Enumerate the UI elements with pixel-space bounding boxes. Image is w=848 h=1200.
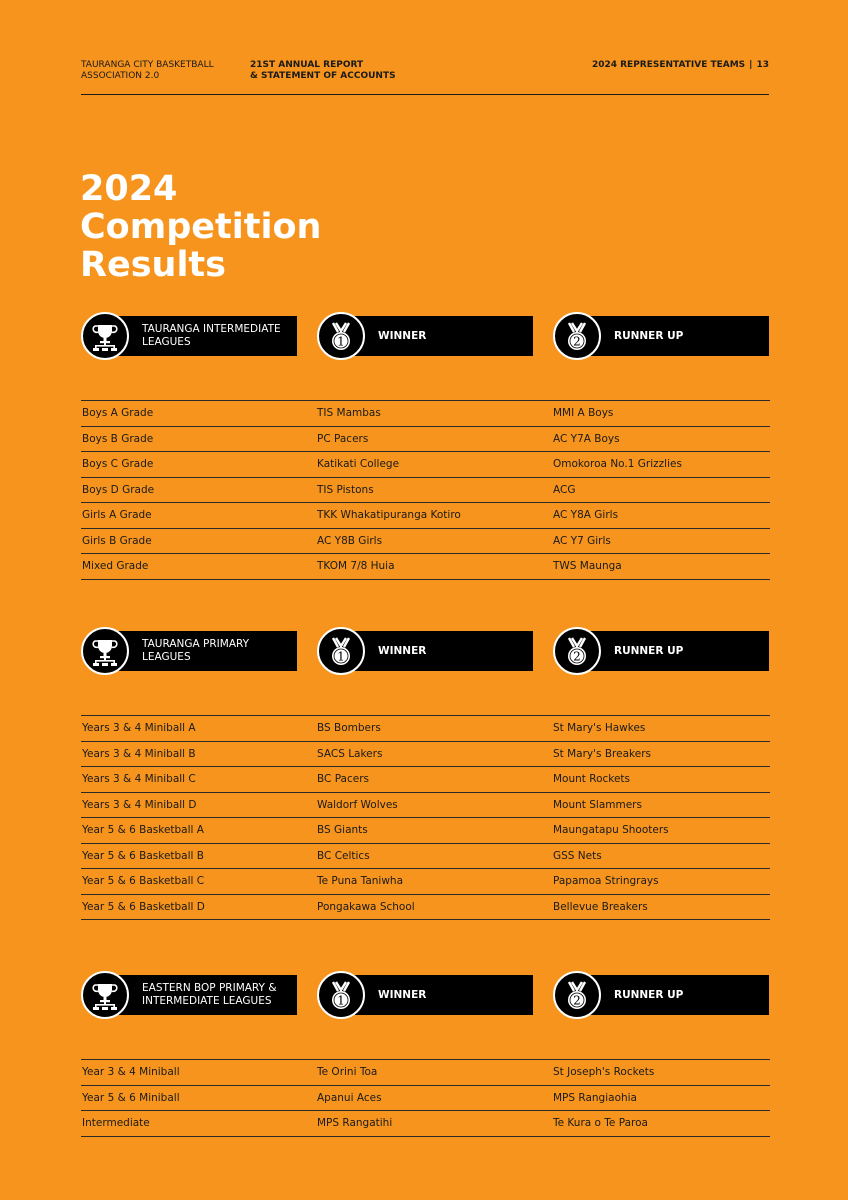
page-title: 2024 Competition Results	[80, 169, 322, 285]
winner-label: WINNER	[378, 644, 427, 657]
trophy-icon	[81, 971, 129, 1019]
winner-cell: MPS Rangatihi	[317, 1117, 393, 1129]
table-row	[81, 715, 770, 741]
results-table	[81, 1059, 770, 1137]
grade-cell: Years 3 & 4 Miniball D	[82, 798, 197, 811]
grade-cell: Years 3 & 4 Miniball C	[82, 773, 196, 785]
svg-text:1: 1	[337, 334, 345, 349]
winner-label: WINNER	[378, 988, 427, 1001]
runner-up-cell: Omokoroa No.1 Grizzlies	[553, 458, 682, 470]
runner-up-cell: St Mary's Breakers	[553, 747, 651, 760]
winner-cell: Waldorf Wolves	[317, 798, 398, 811]
grade-cell: Boys A Grade	[82, 407, 154, 419]
league-header-bar	[81, 975, 297, 1015]
runner-up-cell: Mount Slammers	[553, 798, 642, 811]
runner-up-cell: AC Y7A Boys	[553, 432, 620, 445]
grade-cell: Years 3 & 4 Miniball B	[82, 747, 196, 760]
runner-up-cell: Papamoa Stringrays	[553, 875, 659, 887]
report-title: 21ST ANNUAL REPORT & STATEMENT OF ACCOUNTS	[250, 60, 396, 81]
table-row	[81, 451, 770, 477]
table-row	[81, 477, 770, 503]
winner-cell: Apanui Aces	[317, 1091, 382, 1104]
medal-1-icon	[317, 312, 365, 360]
winner-cell: TIS Pistons	[317, 483, 374, 496]
winner-cell: BC Pacers	[317, 773, 370, 785]
svg-text:2: 2	[573, 993, 581, 1008]
winner-cell: PC Pacers	[317, 432, 369, 445]
table-row	[81, 502, 770, 528]
grade-cell: Year 5 & 6 Basketball D	[82, 900, 205, 913]
winner-header-bar	[317, 631, 533, 671]
medal-2-icon	[553, 627, 601, 675]
grade-cell: Year 5 & 6 Basketball B	[82, 849, 204, 862]
page-section-and-number	[592, 60, 769, 71]
winner-cell: SACS Lakers	[317, 747, 383, 760]
page-number: 13	[756, 60, 769, 70]
table-row	[81, 868, 770, 894]
league-name: TAURANGA INTERMEDIATE LEAGUES	[142, 323, 281, 348]
svg-text:2: 2	[573, 334, 581, 349]
winner-cell: Te Orini Toa	[317, 1066, 378, 1078]
grade-cell: Years 3 & 4 Miniball A	[82, 722, 196, 734]
grade-cell: Girls A Grade	[82, 509, 152, 521]
grade-cell: Year 5 & 6 Basketball C	[82, 875, 205, 887]
runner-up-cell: St Joseph's Rockets	[553, 1066, 655, 1078]
page-header	[81, 60, 769, 95]
runner-up-cell: Mount Rockets	[553, 773, 631, 785]
winner-cell: Te Puna Taniwha	[317, 875, 404, 887]
winner-cell: TIS Mambas	[317, 407, 381, 419]
runner-up-label: RUNNER UP	[614, 988, 684, 1001]
svg-text:2: 2	[573, 649, 581, 664]
winner-label: WINNER	[378, 329, 427, 342]
table-row	[81, 1059, 770, 1085]
league-header-bar	[81, 631, 297, 671]
table-row	[81, 741, 770, 767]
medal-2-icon	[553, 971, 601, 1019]
winner-cell: BS Bombers	[317, 722, 381, 734]
table-row	[81, 553, 770, 580]
results-table	[81, 715, 770, 920]
runner-up-cell: TWS Maunga	[553, 560, 622, 572]
runner-up-label: RUNNER UP	[614, 644, 684, 657]
runner-up-cell: AC Y8A Girls	[553, 509, 619, 521]
section-title: 2024 REPRESENTATIVE TEAMS	[591, 60, 746, 70]
grade-cell: Year 5 & 6 Miniball	[82, 1091, 180, 1104]
winner-bar-background	[337, 316, 533, 356]
winner-cell: TKK Whakatipuranga Kotiro	[317, 509, 461, 521]
table-row	[81, 817, 770, 843]
results-table	[81, 400, 770, 580]
trophy-icon	[81, 312, 129, 360]
winner-cell: Katikati College	[317, 458, 400, 470]
runner-up-cell: ACG	[553, 483, 576, 496]
table-row	[81, 400, 770, 426]
league-name: TAURANGA PRIMARY LEAGUES	[142, 638, 250, 663]
winner-header-bar	[317, 975, 533, 1015]
medal-1-icon	[317, 627, 365, 675]
winner-cell: TKOM 7/8 Huia	[317, 560, 395, 572]
winner-header-bar	[317, 316, 533, 356]
runner-up-header-bar	[553, 631, 769, 671]
runner-up-cell: Maungatapu Shooters	[553, 824, 669, 836]
winner-cell: BS Giants	[317, 824, 368, 836]
medal-1-icon	[317, 971, 365, 1019]
table-row	[81, 528, 770, 554]
table-row	[81, 426, 770, 452]
svg-text:1: 1	[337, 649, 345, 664]
medal-2-icon	[553, 312, 601, 360]
runner-up-header-bar	[553, 975, 769, 1015]
winner-bar-background	[337, 975, 533, 1015]
grade-cell: Boys B Grade	[82, 432, 154, 445]
winner-bar-background	[337, 631, 533, 671]
runner-up-label: RUNNER UP	[614, 329, 684, 342]
table-row	[81, 766, 770, 792]
runner-up-cell: GSS Nets	[553, 849, 602, 862]
grade-cell: Mixed Grade	[82, 560, 149, 572]
runner-up-cell: Te Kura o Te Paroa	[553, 1117, 648, 1129]
table-row	[81, 1085, 770, 1111]
grade-cell: Year 5 & 6 Basketball A	[82, 824, 204, 836]
table-row	[81, 792, 770, 818]
trophy-icon	[81, 627, 129, 675]
grade-cell: Intermediate	[82, 1117, 150, 1129]
league-header-bar	[81, 316, 297, 356]
separator: |	[749, 60, 753, 70]
league-name: EASTERN BOP PRIMARY & INTERMEDIATE LEAGUES	[142, 982, 277, 1007]
runner-up-header-bar	[553, 316, 769, 356]
grade-cell: Girls B Grade	[82, 534, 152, 547]
svg-text:1: 1	[337, 993, 345, 1008]
runner-up-cell: Bellevue Breakers	[553, 900, 648, 913]
grade-cell: Boys C Grade	[82, 458, 154, 470]
grade-cell: Year 3 & 4 Miniball	[82, 1066, 180, 1078]
winner-cell: Pongakawa School	[317, 900, 415, 913]
winner-cell: AC Y8B Girls	[317, 534, 383, 547]
table-row	[81, 843, 770, 869]
table-row	[81, 1110, 770, 1137]
runner-up-cell: AC Y7 Girls	[553, 534, 611, 547]
organization-name: TAURANGA CITY BASKETBALL ASSOCIATION 2.0	[81, 60, 214, 81]
runner-up-cell: St Mary's Hawkes	[553, 722, 646, 734]
grade-cell: Boys D Grade	[82, 483, 155, 496]
runner-up-cell: MPS Rangiaohia	[553, 1091, 637, 1104]
winner-cell: BC Celtics	[317, 849, 370, 862]
runner-up-cell: MMI A Boys	[553, 407, 614, 419]
table-row	[81, 894, 770, 921]
